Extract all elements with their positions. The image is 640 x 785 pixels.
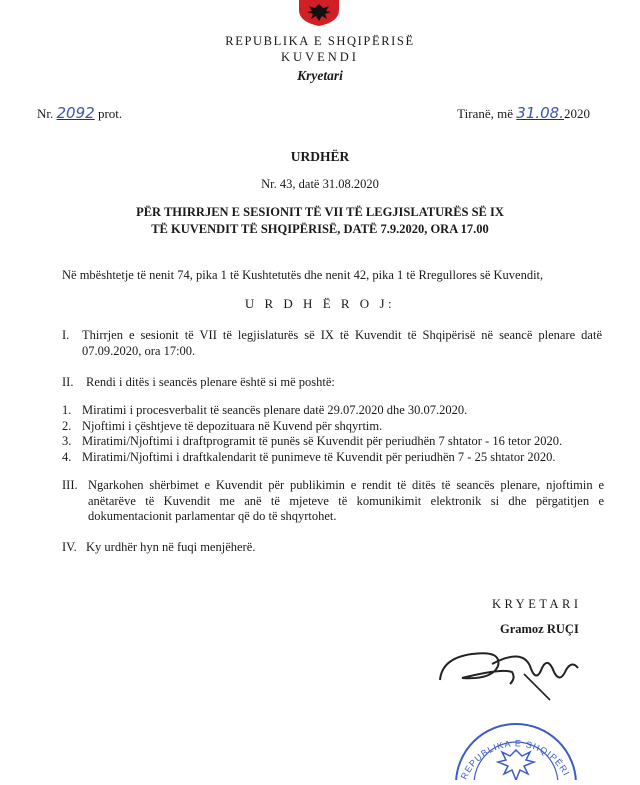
republic-heading: REPUBLIKA E SHQIPËRISË [225,34,415,48]
item-number: 3. [62,434,72,448]
item-text: Miratimi/Njoftimi i draftkalendarit të punimeve të Kuvendit për periudhën 7 - 25 shtator 2020. [82,449,556,464]
item-number: 1. [62,403,72,417]
section-2 [62,375,602,391]
list-item [62,434,607,450]
list-item [62,403,607,419]
office-heading: Kryetari [297,68,343,83]
section-text: Thirrjen e sesionit të VII të legjislaturës së IX të Kuvendit të Shqipërisë në seancë plenare datë 07.09.2020, ora 17:00. [82,328,602,358]
section-text: Rendi i ditës i seancës plenare është si më poshtë: [86,375,335,389]
item-number: 4. [62,449,72,464]
section-number: IV. [62,540,77,554]
item-text: Njoftimi i çështjeve të depozituara në Kuvend për shqyrtim. [82,418,383,433]
section-number: I. [62,328,70,342]
list-item [62,419,607,435]
order-word: U R D H Ë R O J: [244,296,396,311]
date-handwritten: 31.08. [516,104,564,122]
item-text: Miratimi i procesverbalit të seancës plenare datë 29.07.2020 dhe 30.07.2020. [82,403,468,417]
signer-name: Gramoz RUÇI [500,622,579,636]
institution-heading: KUVENDI [281,50,359,64]
signer-title: KRYETARI [492,597,582,611]
document-title: URDHËR [290,149,350,164]
protocol-number [37,104,122,122]
section-1 [62,328,602,359]
place-date-label: Tiranë, më [457,106,514,121]
section-text: Ky urdhër hyn në fuqi menjëherë. [86,540,256,554]
order-number: Nr. 43, datë 31.08.2020 [261,177,379,191]
item-number: 2. [62,418,72,433]
section-3 [62,478,604,525]
albanian-emblem-icon [297,0,341,26]
place-date [457,104,590,122]
date-year: 2020 [564,106,590,121]
section-text: Ngarkohen shërbimet e Kuvendit për publikimin e rendit të ditës të seancës plenare, njoftimin e anëtarëve të Kuvendit me anë të mjeteve të komunikimit elektronik si dhe përgatitjen e dokumentacionit parlamentar që do të shqyrtohet. [88,478,604,523]
official-stamp [452,692,580,780]
section-number: II. [62,375,74,389]
subject-line-2: TË KUVENDIT TË SHQIPËRISË, DATË 7.9.2020, ORA 17.00 [151,222,489,236]
item-text: Miratimi/Njoftimi i draftprogramit të punës së Kuvendit për periudhën 7 shtator - 16 tetor 2020. [82,434,563,448]
prot-label: prot. [97,106,123,121]
agenda-list [62,403,607,465]
legal-basis: Në mbështetje të nenit 74, pika 1 të Kushtetutës dhe nenit 42, pika 1 të Rregullores së Kuvendit, [62,268,544,282]
nr-handwritten: 2092 [56,104,95,122]
nr-label: Nr. [37,106,54,121]
section-number: III. [62,478,78,492]
stamp-text: REPUBLIKA E SHQIPËRI [458,738,572,780]
section-4 [62,540,602,556]
list-item [62,450,607,466]
subject-line-1: PËR THIRRJEN E SESIONIT TË VII TË LEGJISLATURËS SË IX [136,205,504,219]
